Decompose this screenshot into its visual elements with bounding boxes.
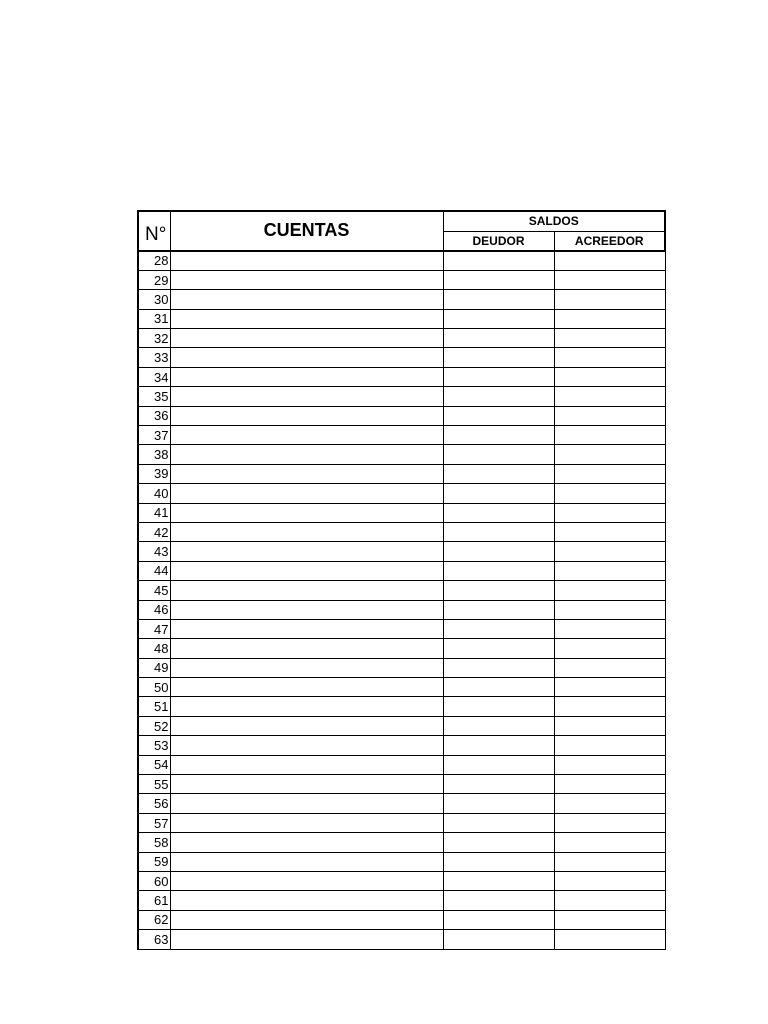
table-row: [138, 833, 665, 852]
table-row: [138, 813, 665, 832]
table-row: [138, 329, 665, 348]
account-cell[interactable]: [170, 329, 443, 348]
debit-cell[interactable]: [443, 484, 554, 503]
account-cell[interactable]: [170, 833, 443, 852]
credit-cell[interactable]: [554, 406, 665, 425]
debit-cell[interactable]: [443, 406, 554, 425]
row-number: 32: [138, 329, 170, 348]
table-row: [138, 639, 665, 658]
table-row: [138, 484, 665, 503]
debit-cell[interactable]: [443, 736, 554, 755]
row-number: 60: [138, 872, 170, 891]
debit-cell[interactable]: [443, 581, 554, 600]
debit-cell[interactable]: [443, 891, 554, 910]
account-cell[interactable]: [170, 775, 443, 794]
row-number: 38: [138, 445, 170, 464]
account-cell[interactable]: [170, 348, 443, 367]
debit-cell[interactable]: [443, 833, 554, 852]
debit-cell[interactable]: [443, 794, 554, 813]
account-cell[interactable]: [170, 387, 443, 406]
row-number: 59: [138, 852, 170, 871]
row-number: 62: [138, 910, 170, 929]
debit-cell[interactable]: [443, 290, 554, 309]
credit-cell[interactable]: [554, 426, 665, 445]
credit-cell[interactable]: [554, 891, 665, 910]
debit-cell[interactable]: [443, 755, 554, 774]
debit-cell[interactable]: [443, 251, 554, 270]
debit-cell[interactable]: [443, 716, 554, 735]
credit-cell[interactable]: [554, 445, 665, 464]
table-row: [138, 464, 665, 483]
table-body: [138, 251, 665, 949]
table-row: [138, 891, 665, 910]
account-cell[interactable]: [170, 736, 443, 755]
row-number: 44: [138, 561, 170, 580]
account-cell[interactable]: [170, 542, 443, 561]
table-row: [138, 387, 665, 406]
debit-cell[interactable]: [443, 387, 554, 406]
row-number: 55: [138, 775, 170, 794]
debit-cell[interactable]: [443, 813, 554, 832]
credit-cell[interactable]: [554, 387, 665, 406]
credit-cell[interactable]: [554, 329, 665, 348]
debit-cell[interactable]: [443, 697, 554, 716]
account-cell[interactable]: [170, 445, 443, 464]
row-number: 41: [138, 503, 170, 522]
table-row: [138, 736, 665, 755]
header-balances: SALDOS: [443, 211, 665, 231]
credit-cell[interactable]: [554, 852, 665, 871]
credit-cell[interactable]: [554, 872, 665, 891]
row-number: 45: [138, 581, 170, 600]
credit-cell[interactable]: [554, 251, 665, 270]
credit-cell[interactable]: [554, 561, 665, 580]
table-row: [138, 930, 665, 949]
table-header: [138, 211, 665, 251]
row-number: 28: [138, 251, 170, 270]
credit-cell[interactable]: [554, 522, 665, 541]
account-cell[interactable]: [170, 716, 443, 735]
table-row: [138, 522, 665, 541]
row-number: 63: [138, 930, 170, 949]
credit-cell[interactable]: [554, 794, 665, 813]
header-number: N°: [138, 211, 170, 251]
row-number: 56: [138, 794, 170, 813]
account-cell[interactable]: [170, 930, 443, 949]
account-cell[interactable]: [170, 290, 443, 309]
table-row: [138, 658, 665, 677]
table-row: [138, 794, 665, 813]
credit-cell[interactable]: [554, 270, 665, 289]
row-number: 46: [138, 600, 170, 619]
debit-cell[interactable]: [443, 426, 554, 445]
credit-cell[interactable]: [554, 736, 665, 755]
credit-cell[interactable]: [554, 775, 665, 794]
debit-cell[interactable]: [443, 852, 554, 871]
debit-cell[interactable]: [443, 658, 554, 677]
debit-cell[interactable]: [443, 309, 554, 328]
row-number: 49: [138, 658, 170, 677]
account-cell[interactable]: [170, 600, 443, 619]
credit-cell[interactable]: [554, 678, 665, 697]
account-cell[interactable]: [170, 910, 443, 929]
table-row: [138, 406, 665, 425]
debit-cell[interactable]: [443, 930, 554, 949]
debit-cell[interactable]: [443, 348, 554, 367]
credit-cell[interactable]: [554, 503, 665, 522]
debit-cell[interactable]: [443, 464, 554, 483]
table-row: [138, 542, 665, 561]
table-row: [138, 581, 665, 600]
account-cell[interactable]: [170, 503, 443, 522]
debit-cell[interactable]: [443, 678, 554, 697]
account-cell[interactable]: [170, 406, 443, 425]
header-accounts: CUENTAS: [170, 211, 443, 251]
account-cell[interactable]: [170, 367, 443, 386]
row-number: 52: [138, 716, 170, 735]
table-row: [138, 775, 665, 794]
debit-cell[interactable]: [443, 619, 554, 638]
account-cell[interactable]: [170, 852, 443, 871]
table-row: [138, 367, 665, 386]
debit-cell[interactable]: [443, 367, 554, 386]
table-row: [138, 716, 665, 735]
table-row: [138, 910, 665, 929]
credit-cell[interactable]: [554, 367, 665, 386]
credit-cell[interactable]: [554, 581, 665, 600]
table-row: [138, 348, 665, 367]
table-row: [138, 270, 665, 289]
debit-cell[interactable]: [443, 910, 554, 929]
account-cell[interactable]: [170, 794, 443, 813]
account-cell[interactable]: [170, 309, 443, 328]
row-number: 30: [138, 290, 170, 309]
table-row: [138, 426, 665, 445]
account-cell[interactable]: [170, 561, 443, 580]
debit-cell[interactable]: [443, 775, 554, 794]
table-row: [138, 503, 665, 522]
row-number: 51: [138, 697, 170, 716]
account-cell[interactable]: [170, 426, 443, 445]
account-cell[interactable]: [170, 755, 443, 774]
debit-cell[interactable]: [443, 639, 554, 658]
row-number: 43: [138, 542, 170, 561]
row-number: 61: [138, 891, 170, 910]
row-number: 40: [138, 484, 170, 503]
credit-cell[interactable]: [554, 639, 665, 658]
debit-cell[interactable]: [443, 561, 554, 580]
debit-cell[interactable]: [443, 445, 554, 464]
table-row: [138, 600, 665, 619]
row-number: 57: [138, 813, 170, 832]
table-row: [138, 445, 665, 464]
account-cell[interactable]: [170, 639, 443, 658]
row-number: 35: [138, 387, 170, 406]
account-cell[interactable]: [170, 678, 443, 697]
account-cell[interactable]: [170, 270, 443, 289]
row-number: 54: [138, 755, 170, 774]
account-cell[interactable]: [170, 251, 443, 270]
row-number: 29: [138, 270, 170, 289]
credit-cell[interactable]: [554, 290, 665, 309]
accounts-table: [137, 210, 666, 950]
row-number: 33: [138, 348, 170, 367]
credit-cell[interactable]: [554, 755, 665, 774]
table-row: [138, 619, 665, 638]
table-row: [138, 290, 665, 309]
table-row: [138, 697, 665, 716]
account-cell[interactable]: [170, 697, 443, 716]
table-row: [138, 251, 665, 270]
credit-cell[interactable]: [554, 542, 665, 561]
row-number: 53: [138, 736, 170, 755]
row-number: 48: [138, 639, 170, 658]
credit-cell[interactable]: [554, 600, 665, 619]
credit-cell[interactable]: [554, 309, 665, 328]
table-row: [138, 561, 665, 580]
debit-cell[interactable]: [443, 542, 554, 561]
debit-cell[interactable]: [443, 329, 554, 348]
table-row: [138, 852, 665, 871]
table-row: [138, 309, 665, 328]
account-cell[interactable]: [170, 658, 443, 677]
row-number: 58: [138, 833, 170, 852]
credit-cell[interactable]: [554, 619, 665, 638]
debit-cell[interactable]: [443, 872, 554, 891]
header-debit: DEUDOR: [443, 231, 554, 251]
account-cell[interactable]: [170, 619, 443, 638]
debit-cell[interactable]: [443, 522, 554, 541]
credit-cell[interactable]: [554, 833, 665, 852]
account-cell[interactable]: [170, 872, 443, 891]
credit-cell[interactable]: [554, 464, 665, 483]
row-number: 34: [138, 367, 170, 386]
account-cell[interactable]: [170, 813, 443, 832]
debit-cell[interactable]: [443, 503, 554, 522]
account-cell[interactable]: [170, 581, 443, 600]
account-cell[interactable]: [170, 484, 443, 503]
table-row: [138, 755, 665, 774]
debit-cell[interactable]: [443, 600, 554, 619]
credit-cell[interactable]: [554, 697, 665, 716]
account-cell[interactable]: [170, 891, 443, 910]
credit-cell[interactable]: [554, 716, 665, 735]
row-number: 37: [138, 426, 170, 445]
credit-cell[interactable]: [554, 930, 665, 949]
row-number: 42: [138, 522, 170, 541]
row-number: 31: [138, 309, 170, 328]
row-number: 36: [138, 406, 170, 425]
credit-cell[interactable]: [554, 658, 665, 677]
table-row: [138, 678, 665, 697]
credit-cell[interactable]: [554, 484, 665, 503]
credit-cell[interactable]: [554, 348, 665, 367]
row-number: 50: [138, 678, 170, 697]
header-credit: ACREEDOR: [554, 231, 665, 251]
credit-cell[interactable]: [554, 910, 665, 929]
account-cell[interactable]: [170, 522, 443, 541]
debit-cell[interactable]: [443, 270, 554, 289]
table-row: [138, 872, 665, 891]
credit-cell[interactable]: [554, 813, 665, 832]
row-number: 47: [138, 619, 170, 638]
row-number: 39: [138, 464, 170, 483]
account-cell[interactable]: [170, 464, 443, 483]
